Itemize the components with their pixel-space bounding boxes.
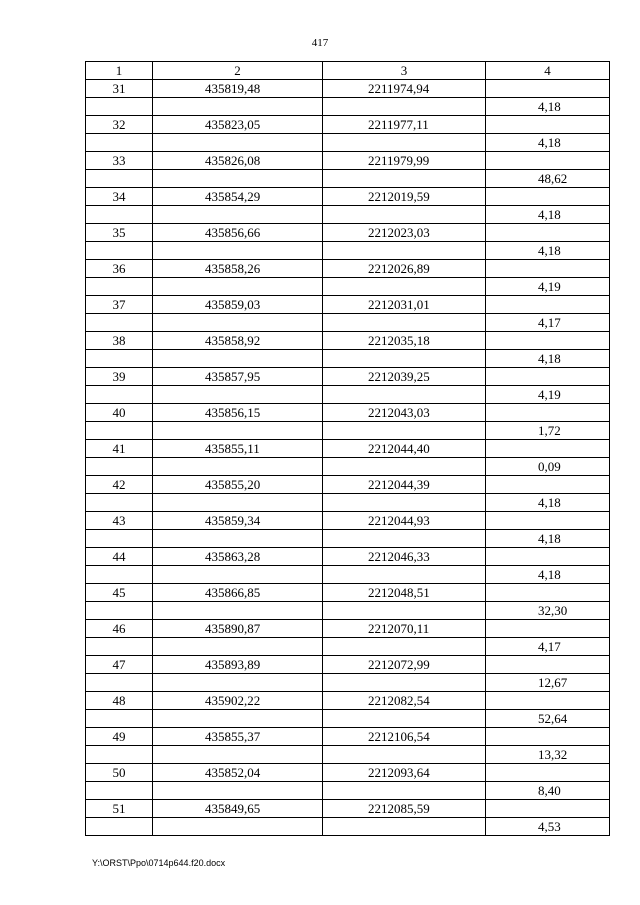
empty-cell xyxy=(323,170,486,188)
table-row xyxy=(86,116,610,134)
empty-cell xyxy=(323,350,486,368)
x-coordinate: 435902,22 xyxy=(153,692,323,710)
table-row xyxy=(86,800,610,818)
x-coordinate: 435823,05 xyxy=(153,116,323,134)
x-coordinate: 435890,87 xyxy=(153,620,323,638)
table-row xyxy=(86,728,610,746)
point-number: 45 xyxy=(86,584,153,602)
table-row xyxy=(86,710,610,728)
point-number: 37 xyxy=(86,296,153,314)
distance-value: 32,30 xyxy=(486,602,610,620)
table-row xyxy=(86,440,610,458)
distance-value: 1,72 xyxy=(486,422,610,440)
point-number: 36 xyxy=(86,260,153,278)
x-coordinate: 435859,34 xyxy=(153,512,323,530)
empty-cell xyxy=(323,674,486,692)
point-number: 35 xyxy=(86,224,153,242)
empty-cell xyxy=(153,242,323,260)
distance-value: 4,18 xyxy=(486,134,610,152)
empty-cell xyxy=(486,476,610,494)
table-row xyxy=(86,98,610,116)
empty-cell xyxy=(486,224,610,242)
empty-cell xyxy=(86,278,153,296)
empty-cell xyxy=(86,206,153,224)
column-header-3: 3 xyxy=(323,62,486,80)
y-coordinate: 2212044,93 xyxy=(323,512,486,530)
table-row xyxy=(86,170,610,188)
empty-cell xyxy=(323,314,486,332)
empty-cell xyxy=(486,368,610,386)
empty-cell xyxy=(153,710,323,728)
empty-cell xyxy=(86,314,153,332)
empty-cell xyxy=(323,494,486,512)
y-coordinate: 2212044,40 xyxy=(323,440,486,458)
empty-cell xyxy=(153,386,323,404)
y-coordinate: 2212019,59 xyxy=(323,188,486,206)
empty-cell xyxy=(486,332,610,350)
empty-cell xyxy=(153,638,323,656)
point-number: 33 xyxy=(86,152,153,170)
table-row xyxy=(86,674,610,692)
x-coordinate: 435857,95 xyxy=(153,368,323,386)
table-row xyxy=(86,656,610,674)
point-number: 51 xyxy=(86,800,153,818)
empty-cell xyxy=(323,710,486,728)
table-row xyxy=(86,332,610,350)
empty-cell xyxy=(323,746,486,764)
empty-cell xyxy=(323,206,486,224)
distance-value: 12,67 xyxy=(486,674,610,692)
empty-cell xyxy=(323,782,486,800)
point-number: 34 xyxy=(86,188,153,206)
y-coordinate: 2212106,54 xyxy=(323,728,486,746)
point-number: 41 xyxy=(86,440,153,458)
y-coordinate: 2212072,99 xyxy=(323,656,486,674)
point-number: 46 xyxy=(86,620,153,638)
empty-cell xyxy=(486,620,610,638)
empty-cell xyxy=(486,764,610,782)
point-number: 42 xyxy=(86,476,153,494)
table-row xyxy=(86,314,610,332)
point-number: 47 xyxy=(86,656,153,674)
distance-value: 4,18 xyxy=(486,242,610,260)
y-coordinate: 2212039,25 xyxy=(323,368,486,386)
y-coordinate: 2212026,89 xyxy=(323,260,486,278)
table-row xyxy=(86,494,610,512)
distance-value: 48,62 xyxy=(486,170,610,188)
distance-value: 4,18 xyxy=(486,530,610,548)
empty-cell xyxy=(486,80,610,98)
y-coordinate: 2212043,03 xyxy=(323,404,486,422)
empty-cell xyxy=(153,278,323,296)
empty-cell xyxy=(486,188,610,206)
empty-cell xyxy=(86,350,153,368)
table-row xyxy=(86,476,610,494)
distance-value: 4,17 xyxy=(486,314,610,332)
table-row xyxy=(86,386,610,404)
point-number: 48 xyxy=(86,692,153,710)
point-number: 43 xyxy=(86,512,153,530)
empty-cell xyxy=(153,170,323,188)
empty-cell xyxy=(153,674,323,692)
point-number: 38 xyxy=(86,332,153,350)
empty-cell xyxy=(86,458,153,476)
y-coordinate: 2211979,99 xyxy=(323,152,486,170)
empty-cell xyxy=(86,782,153,800)
empty-cell xyxy=(153,206,323,224)
empty-cell xyxy=(486,512,610,530)
page-number: 417 xyxy=(311,37,329,49)
x-coordinate: 435852,04 xyxy=(153,764,323,782)
table-row xyxy=(86,350,610,368)
empty-cell xyxy=(153,98,323,116)
table-row xyxy=(86,296,610,314)
table-row xyxy=(86,80,610,98)
empty-cell xyxy=(86,386,153,404)
table-row xyxy=(86,548,610,566)
x-coordinate: 435849,65 xyxy=(153,800,323,818)
empty-cell xyxy=(86,710,153,728)
empty-cell xyxy=(86,818,153,836)
empty-cell xyxy=(323,818,486,836)
empty-cell xyxy=(323,386,486,404)
x-coordinate: 435856,66 xyxy=(153,224,323,242)
distance-value: 4,18 xyxy=(486,206,610,224)
distance-value: 13,32 xyxy=(486,746,610,764)
distance-value: 4,18 xyxy=(486,566,610,584)
empty-cell xyxy=(86,98,153,116)
file-path-footer: Y:\ORST\Ppo\0714p644.f20.docx xyxy=(92,858,226,868)
y-coordinate: 2211974,94 xyxy=(323,80,486,98)
column-header-1: 1 xyxy=(86,62,153,80)
empty-cell xyxy=(153,818,323,836)
empty-cell xyxy=(323,278,486,296)
distance-value: 4,18 xyxy=(486,350,610,368)
empty-cell xyxy=(86,134,153,152)
empty-cell xyxy=(86,242,153,260)
empty-cell xyxy=(153,746,323,764)
empty-cell xyxy=(153,458,323,476)
point-number: 44 xyxy=(86,548,153,566)
x-coordinate: 435855,20 xyxy=(153,476,323,494)
empty-cell xyxy=(486,296,610,314)
empty-cell xyxy=(486,440,610,458)
table-row xyxy=(86,404,610,422)
empty-cell xyxy=(323,458,486,476)
empty-cell xyxy=(86,746,153,764)
y-coordinate: 2212035,18 xyxy=(323,332,486,350)
distance-value: 4,17 xyxy=(486,638,610,656)
table-header-row xyxy=(86,62,610,80)
coordinates-table xyxy=(85,61,610,836)
table-row xyxy=(86,422,610,440)
table-row xyxy=(86,206,610,224)
empty-cell xyxy=(153,782,323,800)
point-number: 50 xyxy=(86,764,153,782)
table-body xyxy=(86,80,610,836)
empty-cell xyxy=(323,566,486,584)
distance-value: 4,19 xyxy=(486,278,610,296)
table-row xyxy=(86,458,610,476)
empty-cell xyxy=(323,242,486,260)
y-coordinate: 2212031,01 xyxy=(323,296,486,314)
table-row xyxy=(86,638,610,656)
distance-value: 4,18 xyxy=(486,494,610,512)
empty-cell xyxy=(486,548,610,566)
empty-cell xyxy=(323,638,486,656)
empty-cell xyxy=(486,800,610,818)
table-row xyxy=(86,692,610,710)
table-row xyxy=(86,584,610,602)
distance-value: 4,19 xyxy=(486,386,610,404)
column-header-4: 4 xyxy=(486,62,610,80)
empty-cell xyxy=(86,494,153,512)
x-coordinate: 435854,29 xyxy=(153,188,323,206)
table-row xyxy=(86,620,610,638)
empty-cell xyxy=(86,422,153,440)
y-coordinate: 2212023,03 xyxy=(323,224,486,242)
y-coordinate: 2212044,39 xyxy=(323,476,486,494)
table-row xyxy=(86,368,610,386)
table-row xyxy=(86,566,610,584)
empty-cell xyxy=(86,530,153,548)
distance-value: 8,40 xyxy=(486,782,610,800)
empty-cell xyxy=(153,422,323,440)
y-coordinate: 2212082,54 xyxy=(323,692,486,710)
point-number: 49 xyxy=(86,728,153,746)
empty-cell xyxy=(153,494,323,512)
table-row xyxy=(86,188,610,206)
x-coordinate: 435893,89 xyxy=(153,656,323,674)
table-row xyxy=(86,818,610,836)
empty-cell xyxy=(323,602,486,620)
point-number: 39 xyxy=(86,368,153,386)
y-coordinate: 2212048,51 xyxy=(323,584,486,602)
table-row xyxy=(86,260,610,278)
table-row xyxy=(86,152,610,170)
empty-cell xyxy=(323,134,486,152)
empty-cell xyxy=(153,350,323,368)
empty-cell xyxy=(86,566,153,584)
table-row xyxy=(86,764,610,782)
x-coordinate: 435856,15 xyxy=(153,404,323,422)
x-coordinate: 435858,92 xyxy=(153,332,323,350)
empty-cell xyxy=(323,530,486,548)
table-row xyxy=(86,134,610,152)
x-coordinate: 435858,26 xyxy=(153,260,323,278)
x-coordinate: 435855,37 xyxy=(153,728,323,746)
empty-cell xyxy=(486,728,610,746)
distance-value: 4,53 xyxy=(486,818,610,836)
x-coordinate: 435819,48 xyxy=(153,80,323,98)
table-row xyxy=(86,278,610,296)
empty-cell xyxy=(323,98,486,116)
empty-cell xyxy=(323,422,486,440)
table-row xyxy=(86,602,610,620)
distance-value: 4,18 xyxy=(486,98,610,116)
y-coordinate: 2212093,64 xyxy=(323,764,486,782)
table-row xyxy=(86,224,610,242)
empty-cell xyxy=(486,692,610,710)
point-number: 40 xyxy=(86,404,153,422)
y-coordinate: 2212070,11 xyxy=(323,620,486,638)
empty-cell xyxy=(486,656,610,674)
point-number: 32 xyxy=(86,116,153,134)
distance-value: 0,09 xyxy=(486,458,610,476)
empty-cell xyxy=(486,260,610,278)
empty-cell xyxy=(86,602,153,620)
empty-cell xyxy=(153,530,323,548)
empty-cell xyxy=(153,602,323,620)
x-coordinate: 435859,03 xyxy=(153,296,323,314)
empty-cell xyxy=(486,152,610,170)
table-row xyxy=(86,512,610,530)
distance-value: 52,64 xyxy=(486,710,610,728)
empty-cell xyxy=(86,674,153,692)
empty-cell xyxy=(153,566,323,584)
column-header-2: 2 xyxy=(153,62,323,80)
empty-cell xyxy=(486,116,610,134)
empty-cell xyxy=(486,404,610,422)
x-coordinate: 435855,11 xyxy=(153,440,323,458)
table-row xyxy=(86,242,610,260)
y-coordinate: 2212085,59 xyxy=(323,800,486,818)
empty-cell xyxy=(153,134,323,152)
empty-cell xyxy=(86,638,153,656)
empty-cell xyxy=(486,584,610,602)
empty-cell xyxy=(86,170,153,188)
table-row xyxy=(86,746,610,764)
table-row xyxy=(86,530,610,548)
y-coordinate: 2212046,33 xyxy=(323,548,486,566)
x-coordinate: 435863,28 xyxy=(153,548,323,566)
y-coordinate: 2211977,11 xyxy=(323,116,486,134)
point-number: 31 xyxy=(86,80,153,98)
x-coordinate: 435866,85 xyxy=(153,584,323,602)
table-row xyxy=(86,782,610,800)
empty-cell xyxy=(153,314,323,332)
x-coordinate: 435826,08 xyxy=(153,152,323,170)
